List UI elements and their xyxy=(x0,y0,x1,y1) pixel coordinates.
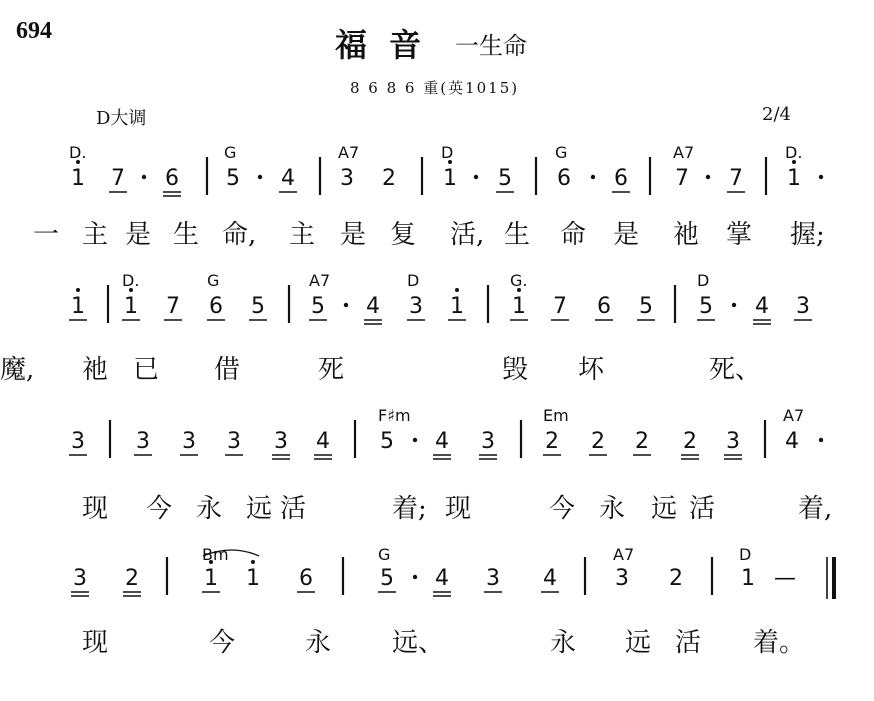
lyric-syllable: 是 xyxy=(613,220,640,250)
note-digit: 4 xyxy=(435,429,449,454)
octave-up-dot xyxy=(455,288,459,292)
chord-symbol: A7 xyxy=(338,143,360,162)
lyric-syllable: 生 xyxy=(173,220,200,250)
note-digit: 2 xyxy=(125,566,139,591)
note-digit: 3 xyxy=(796,294,810,319)
lyric-syllable: 魔, xyxy=(0,355,35,385)
chord-symbol: D xyxy=(739,545,752,564)
note-digit: 1 xyxy=(741,566,755,591)
lyric-syllable: 祂 xyxy=(673,220,700,250)
note-digit: 5 xyxy=(380,566,394,591)
note-digit: 2 xyxy=(683,429,697,454)
lyric-syllable: 毁 xyxy=(502,355,529,385)
note-digit: 2 xyxy=(669,566,683,591)
chord-symbol: D. xyxy=(122,271,140,290)
note-digit: 4 xyxy=(785,429,799,454)
augmentation-dot xyxy=(258,175,262,179)
hymn-number: 694 xyxy=(16,18,52,44)
note-digit: 3 xyxy=(481,429,495,454)
note-digit: 1 xyxy=(71,294,85,319)
lyric-syllable: 活 xyxy=(675,628,702,658)
lyric-syllable: 远 xyxy=(625,628,652,658)
augmentation-dot xyxy=(819,438,823,442)
lyric-syllable: 远、 xyxy=(392,628,445,658)
chord-symbol: D. xyxy=(785,143,803,162)
note-digit: 5 xyxy=(498,166,512,191)
lyric-syllable: 远 xyxy=(651,494,678,524)
note-digit: 2 xyxy=(635,429,649,454)
note-digit: 4 xyxy=(281,166,295,191)
augmentation-dot xyxy=(344,303,348,307)
chord-symbol: G xyxy=(378,545,391,564)
lyric-syllable: 现 xyxy=(82,628,109,658)
chord-symbol: D. xyxy=(69,143,87,162)
note-digit: 2 xyxy=(382,166,396,191)
lyric-syllable: 着。 xyxy=(753,628,806,658)
note-digit: 3 xyxy=(182,429,196,454)
lyric-syllable: 着, xyxy=(798,494,833,524)
key-signature: D大调 xyxy=(96,108,147,129)
chord-symbol: A7 xyxy=(613,545,635,564)
chord-symbol: G xyxy=(224,143,237,162)
lyric-syllable: 复 xyxy=(390,220,417,250)
note-digit: 3 xyxy=(136,429,150,454)
note-digit: 5 xyxy=(311,294,325,319)
augmentation-dot xyxy=(732,303,736,307)
note-digit: 6 xyxy=(165,166,179,191)
note-digit: 3 xyxy=(227,429,241,454)
augmentation-dot xyxy=(413,438,417,442)
lyric-syllable: 永 xyxy=(599,494,626,524)
lyric-syllable: 永 xyxy=(550,628,577,658)
chord-symbol: Bm xyxy=(202,545,229,564)
note-digit: 1 xyxy=(246,566,260,591)
note-digit: 3 xyxy=(274,429,288,454)
note-digit: 3 xyxy=(340,166,354,191)
lyric-syllable: 活 xyxy=(689,494,716,524)
lyric-syllable: 现 xyxy=(445,494,472,524)
note-digit: 6 xyxy=(209,294,223,319)
lyric-syllable: 借 xyxy=(214,355,241,385)
note-digit: 1 xyxy=(124,294,138,319)
note-digit: 5 xyxy=(639,294,653,319)
lyric-syllable: 已 xyxy=(133,355,160,385)
note-digit: 7 xyxy=(675,166,689,191)
chord-symbol: G. xyxy=(510,271,528,290)
note-digit: 4 xyxy=(435,566,449,591)
lyric-syllable: 今 xyxy=(209,628,236,658)
note-digit: 3 xyxy=(726,429,740,454)
chord-symbol: D xyxy=(441,143,454,162)
chord-symbol: G xyxy=(207,271,220,290)
chord-symbol: A7 xyxy=(309,271,331,290)
note-digit: 2 xyxy=(545,429,559,454)
note-digit: 3 xyxy=(409,294,423,319)
note-digit: 3 xyxy=(615,566,629,591)
lyric-syllable: 是 xyxy=(340,220,367,250)
lyric-syllable: 主 xyxy=(82,220,109,250)
chord-symbol: G xyxy=(555,143,568,162)
note-digit: 4 xyxy=(366,294,380,319)
lyric-syllable: 握; xyxy=(790,220,825,250)
time-signature: 2/4 xyxy=(762,104,791,125)
lyric-syllable: 生 xyxy=(504,220,531,250)
note-digit: 3 xyxy=(71,429,85,454)
octave-up-dot xyxy=(76,288,80,292)
lyric-syllable: 掌 xyxy=(726,220,753,250)
augmentation-dot xyxy=(819,175,823,179)
augmentation-dot xyxy=(591,175,595,179)
note-digit: 4 xyxy=(543,566,557,591)
octave-up-dot xyxy=(251,560,255,564)
note-digit: 6 xyxy=(614,166,628,191)
lyric-syllable: 命, xyxy=(222,220,257,250)
note-digit: 7 xyxy=(166,294,180,319)
lyric-syllable: 今 xyxy=(146,494,173,524)
note-digit: 5 xyxy=(699,294,713,319)
note-digit: 5 xyxy=(380,429,394,454)
note-digit: 1 xyxy=(71,166,85,191)
lyric-syllable: 命 xyxy=(560,220,587,250)
lyric-syllable: 远 xyxy=(246,494,273,524)
lyric-syllable: 着; xyxy=(392,494,427,524)
lyric-syllable: 永 xyxy=(196,494,223,524)
note-digit: 6 xyxy=(597,294,611,319)
chord-symbol: F♯m xyxy=(378,406,411,425)
note-digit: 1 xyxy=(450,294,464,319)
chord-symbol: D xyxy=(407,271,420,290)
note-digit: 4 xyxy=(316,429,330,454)
note-digit: 1 xyxy=(443,166,457,191)
lyric-syllable: 活, xyxy=(450,220,485,250)
lyric-syllable: 祂 xyxy=(82,355,109,385)
lyric-syllable: 活 xyxy=(280,494,307,524)
note-digit: 1 xyxy=(787,166,801,191)
lyric-syllable: 一 xyxy=(33,220,60,250)
augmentation-dot xyxy=(474,175,478,179)
augmentation-dot xyxy=(706,175,710,179)
chord-symbol: A7 xyxy=(673,143,695,162)
note-digit: 7 xyxy=(111,166,125,191)
chord-symbol: A7 xyxy=(783,406,805,425)
note-digit: 6 xyxy=(299,566,313,591)
note-digit: 1 xyxy=(204,566,218,591)
note-digit: 5 xyxy=(251,294,265,319)
lyric-syllable: 永 xyxy=(305,628,332,658)
hymn-title: 福音 xyxy=(335,26,444,64)
lyric-syllable: 死 xyxy=(318,355,345,385)
chord-symbol: D xyxy=(697,271,710,290)
note-digit: 2 xyxy=(591,429,605,454)
note-digit: — xyxy=(774,566,796,591)
note-digit: 3 xyxy=(486,566,500,591)
note-digit: 4 xyxy=(755,294,769,319)
lyric-syllable: 今 xyxy=(549,494,576,524)
note-digit: 7 xyxy=(729,166,743,191)
meter-info: 8 6 8 6 重(英1015) xyxy=(350,79,520,97)
note-digit: 7 xyxy=(553,294,567,319)
chord-symbol: Em xyxy=(543,406,569,425)
hymn-subtitle: 一生命 xyxy=(455,32,527,60)
lyric-syllable: 主 xyxy=(289,220,316,250)
lyric-syllable: 死、 xyxy=(709,355,762,385)
lyric-syllable: 是 xyxy=(125,220,152,250)
note-digit: 3 xyxy=(73,566,87,591)
lyric-syllable: 现 xyxy=(82,494,109,524)
augmentation-dot xyxy=(413,575,417,579)
note-digit: 1 xyxy=(512,294,526,319)
lyric-syllable: 坏 xyxy=(578,355,605,385)
note-digit: 6 xyxy=(557,166,571,191)
note-digit: 5 xyxy=(226,166,240,191)
augmentation-dot xyxy=(142,175,146,179)
